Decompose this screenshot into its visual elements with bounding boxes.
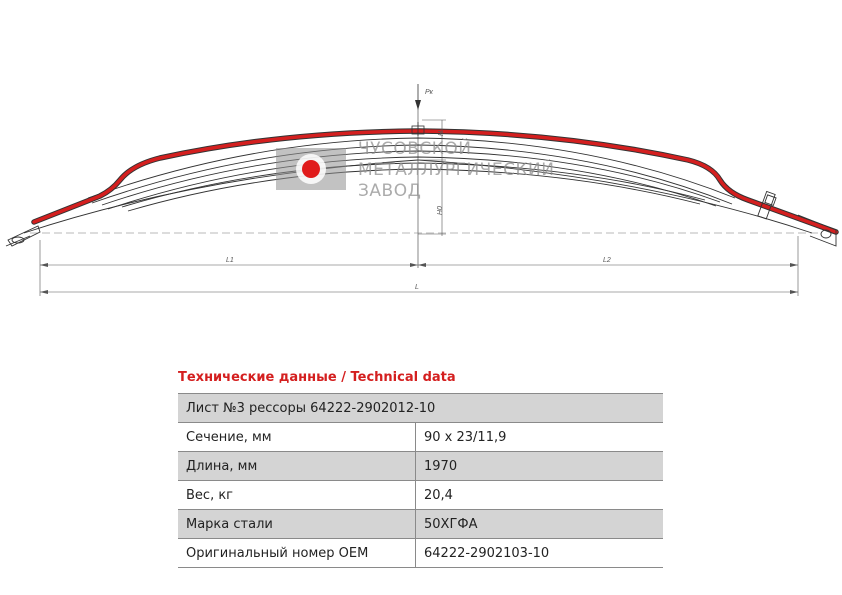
force-arrow [415,84,421,110]
logo-line-1: ЧУСОВСКОЙ [358,139,472,159]
technical-data-title: Технические данные / Technical data [178,370,456,385]
row-label: Длина, мм [178,452,416,481]
row-label: Марка стали [178,510,416,539]
length-dimensions [40,236,798,296]
table-row [178,481,663,510]
total-length-label: L [415,284,419,291]
table-row [178,423,663,452]
row-value: 50ХГФА [416,510,664,539]
logo-line-2: МЕТАЛЛУРГИЧЕСКИЙ [358,160,555,180]
left-length-label: L1 [226,257,234,264]
company-logo-watermark [276,137,554,201]
row-value: 90 х 23/11,9 [416,423,664,452]
row-value: 20,4 [416,481,664,510]
height-label: H0 [437,206,444,215]
part-name-cell: Лист №3 рессоры 64222-2902012-10 [178,394,663,423]
row-label: Вес, кг [178,481,416,510]
table-row [178,510,663,539]
technical-data-table [178,393,663,568]
dimension-arrows [40,263,798,294]
row-label: Оригинальный номер OEM [178,539,416,568]
logo-line-3: ЗАВОД [358,181,422,201]
thickness-label: H [438,130,445,136]
row-value: 64222-2902103-10 [416,539,664,568]
table-row [178,452,663,481]
table-row [178,539,663,568]
table-header-row [178,394,663,423]
right-length-label: L2 [603,257,611,264]
force-label: Pк [425,89,433,96]
row-value: 1970 [416,452,664,481]
row-label: Сечение, мм [178,423,416,452]
